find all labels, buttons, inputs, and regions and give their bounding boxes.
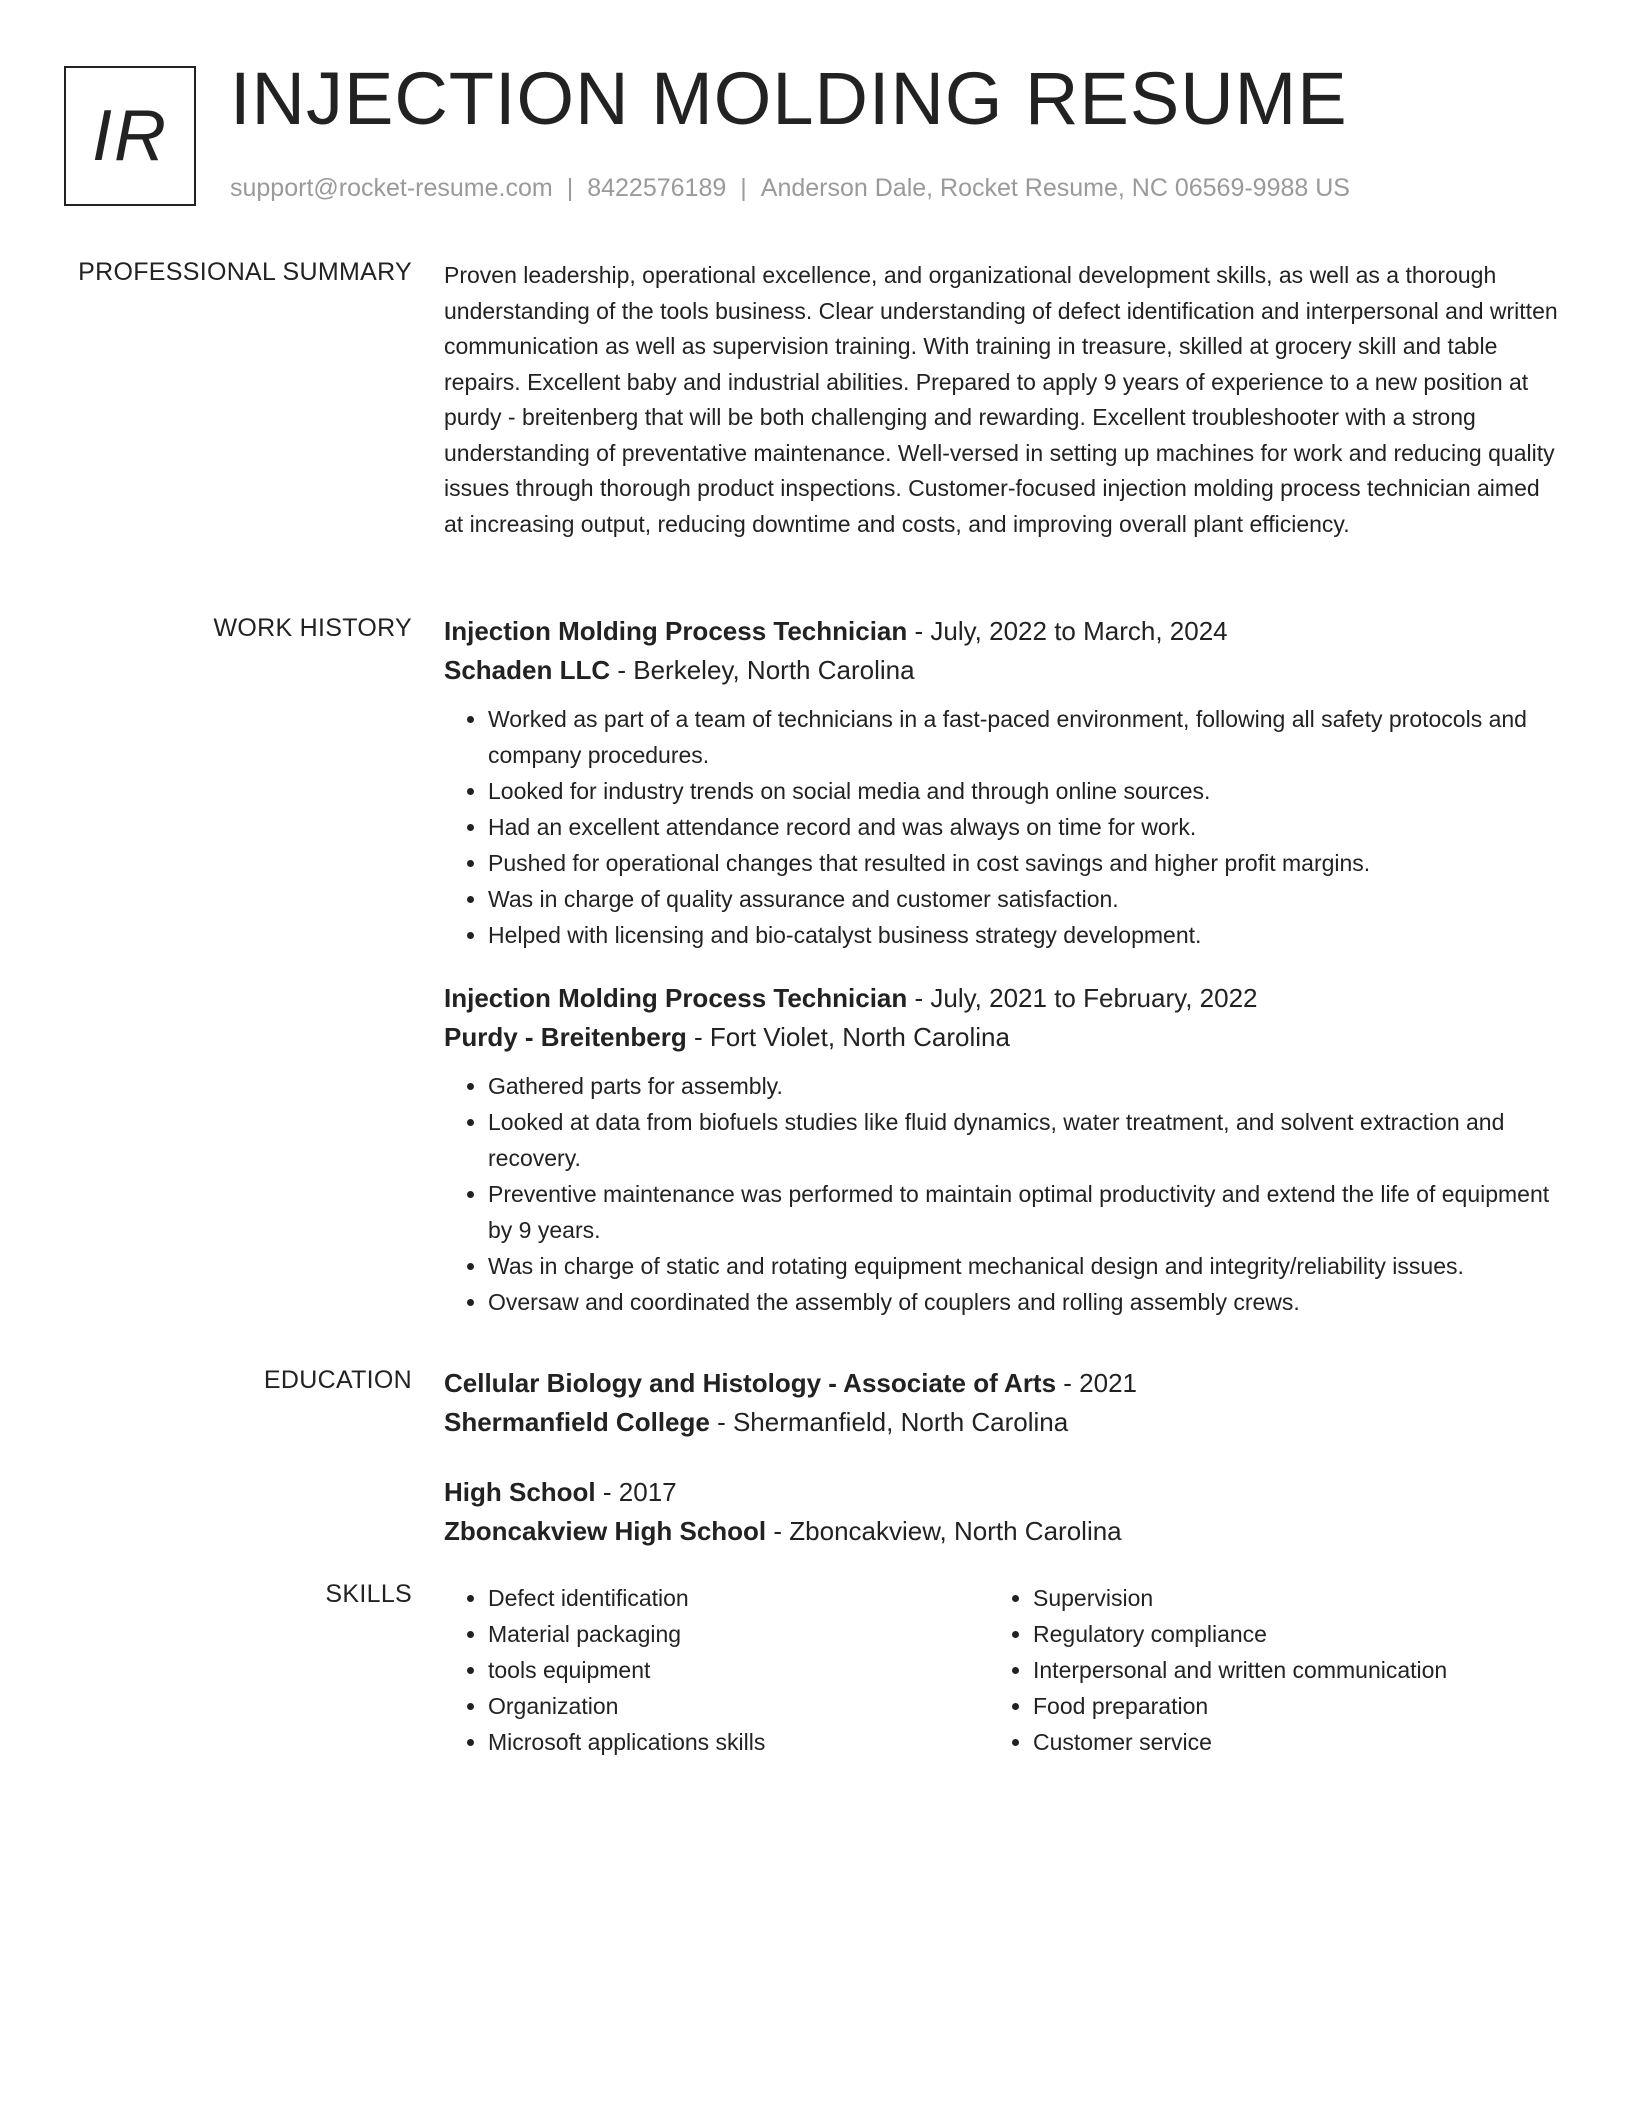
education-year: - 2017 (595, 1477, 677, 1507)
education-school-line (444, 1403, 1564, 1442)
list-item: • Gathered parts for assembly. (488, 1068, 1564, 1104)
education-degree: High School (444, 1477, 596, 1507)
job-location: - Fort Violet, North Carolina (686, 1022, 1010, 1052)
section-label-work: WORK HISTORY (213, 614, 412, 642)
education-degree-line (444, 1473, 1564, 1512)
skills-body (444, 1580, 1564, 1760)
list-item: • Preventive maintenance was performed to maintain optimal productivity and extend the life of equipment by 9 years. (488, 1176, 1564, 1248)
education-year: - 2021 (1056, 1368, 1138, 1398)
education-school: Shermanfield College (444, 1407, 710, 1437)
list-item: • Worked as part of a team of technicians in a fast-paced environment, following all safety protocols and company procedures. (488, 701, 1564, 773)
education-degree-line (444, 1364, 1564, 1403)
list-item: • Interpersonal and written communication (1033, 1652, 1534, 1688)
list-item: • Regulatory compliance (1033, 1616, 1534, 1652)
contact-email[interactable]: support@rocket-resume.com (230, 174, 553, 202)
section-label-skills: SKILLS (325, 1580, 412, 1608)
contact-phone[interactable]: 8422576189 (587, 174, 727, 202)
list-item: • Organization (488, 1688, 989, 1724)
job-location: - Berkeley, North Carolina (610, 655, 915, 685)
list-item: • tools equipment (488, 1652, 989, 1688)
list-item: • Customer service (1033, 1724, 1534, 1760)
list-item: • Defect identification (488, 1580, 989, 1616)
education-entry (444, 1364, 1564, 1442)
job-bullets (444, 1068, 1564, 1320)
job-title-line (444, 612, 1564, 651)
education-body (444, 1364, 1564, 1551)
list-item: • Helped with licensing and bio-catalyst business strategy development. (488, 917, 1564, 953)
list-item: • Material packaging (488, 1616, 989, 1652)
job-dates: - July, 2021 to February, 2022 (907, 983, 1258, 1013)
list-item: • Oversaw and coordinated the assembly of couplers and rolling assembly crews. (488, 1284, 1564, 1320)
education-school: Zboncakview High School (444, 1516, 767, 1546)
job-title: Injection Molding Process Technician (444, 616, 908, 646)
job-title: Injection Molding Process Technician (444, 983, 908, 1013)
job-bullets (444, 701, 1564, 953)
job-entry (444, 612, 1564, 953)
work-history-body (444, 612, 1564, 1320)
list-item: • Food preparation (1033, 1688, 1534, 1724)
education-school-line (444, 1512, 1564, 1551)
job-entry (444, 979, 1564, 1320)
job-company: Purdy - Breitenberg (444, 1022, 687, 1052)
summary-body (444, 258, 1564, 542)
contact-separator: | (740, 174, 747, 202)
list-item: • Microsoft applications skills (488, 1724, 989, 1760)
job-company: Schaden LLC (444, 655, 611, 685)
contact-address: Anderson Dale, Rocket Resume, NC 06569-9988 US (760, 174, 1350, 202)
list-item: • Had an excellent attendance record and was always on time for work. (488, 809, 1564, 845)
job-company-line (444, 651, 1564, 690)
page-title: INJECTION MOLDING RESUME (230, 57, 1348, 140)
summary-text: Proven leadership, operational excellence, and organizational development skills, as well as a thorough understanding of the tools business. Clear understanding of defect identification and interpersonal and written communication as well as supervision training. With training in treasure, skilled at grocery skill and table repairs. Excellent baby and industrial abilities. Prepared to apply 9 years of experience to a new position at purdy - breitenberg that will be both challenging and rewarding. Excellent troubleshooter with a strong understanding of preventative maintenance. Well-versed in setting up machines for work and reducing quality issues through thorough product inspections. Customer-focused injection molding process technician aimed at increasing output, reducing downtime and costs, and improving overall plant efficiency. (444, 262, 1558, 537)
list-item: • Looked for industry trends on social media and through online sources. (488, 773, 1564, 809)
education-entry (444, 1473, 1564, 1551)
job-company-line (444, 1018, 1564, 1057)
list-item: • Supervision (1033, 1580, 1534, 1616)
education-degree: Cellular Biology and Histology - Associate of Arts (444, 1368, 1057, 1398)
list-item: • Was in charge of quality assurance and customer satisfaction. (488, 881, 1564, 917)
list-item: • Looked at data from biofuels studies like fluid dynamics, water treatment, and solvent extraction and recovery. (488, 1104, 1564, 1176)
job-dates: - July, 2022 to March, 2024 (907, 616, 1228, 646)
section-label-summary: PROFESSIONAL SUMMARY (78, 258, 412, 286)
job-title-line (444, 979, 1564, 1018)
contact-separator: | (566, 174, 574, 202)
skills-list-left (444, 1580, 989, 1760)
education-location: - Shermanfield, North Carolina (709, 1407, 1069, 1437)
education-location: - Zboncakview, North Carolina (766, 1516, 1122, 1546)
skills-list-right (989, 1580, 1534, 1760)
section-label-education: EDUCATION (263, 1366, 412, 1394)
monogram-logo: IR (64, 66, 196, 206)
skills-columns (444, 1580, 1564, 1760)
list-item: • Pushed for operational changes that resulted in cost savings and higher profit margins. (488, 845, 1564, 881)
list-item: • Was in charge of static and rotating equipment mechanical design and integrity/reliability issues. (488, 1248, 1564, 1284)
contact-line (230, 174, 1350, 203)
